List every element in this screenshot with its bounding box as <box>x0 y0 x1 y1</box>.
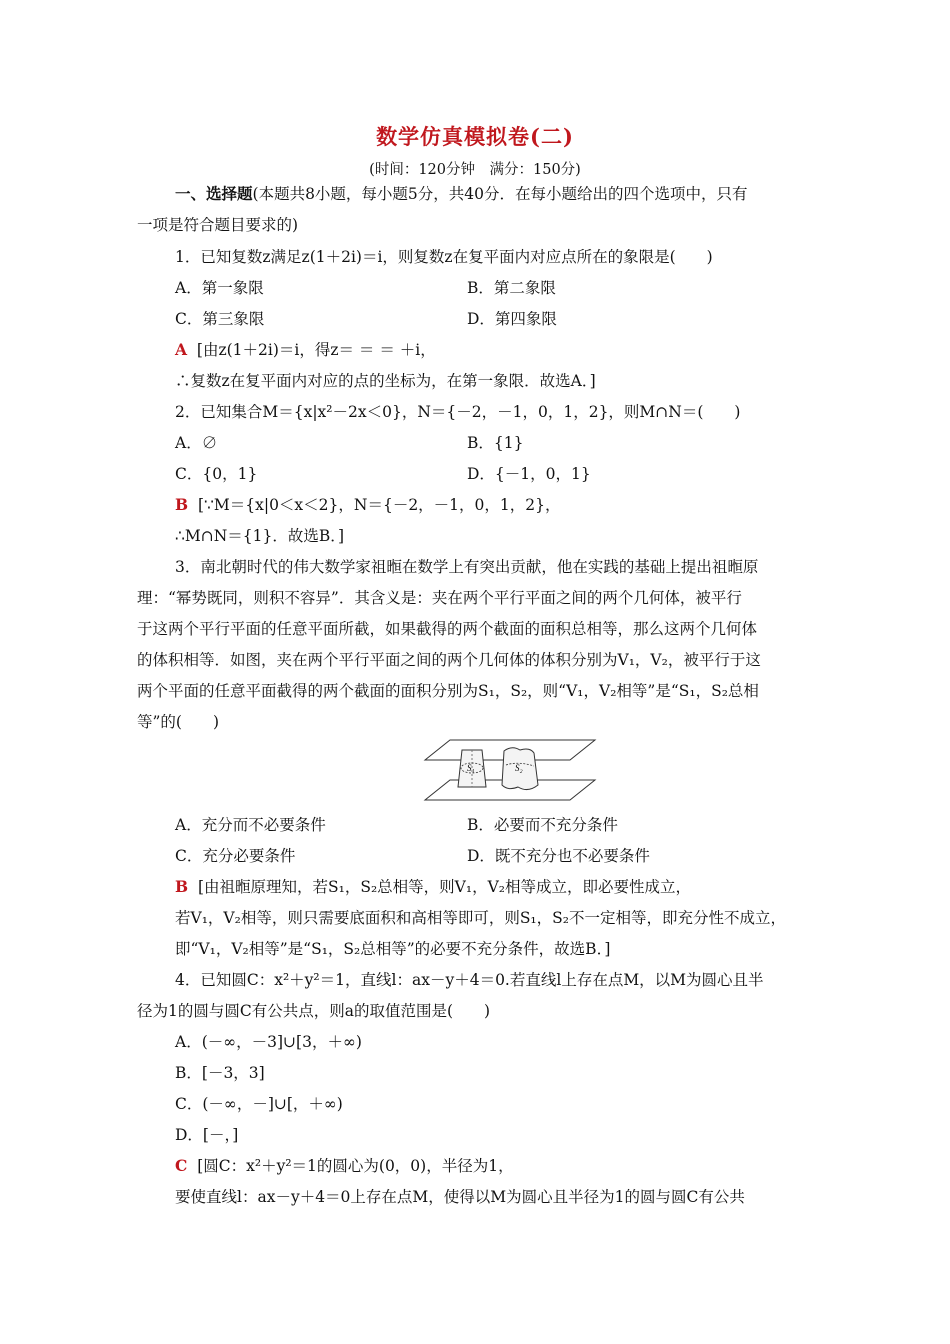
q3-stem-line-3: 于这两个平行平面的任意平面所截，如果截得的两个截面的面积总相等，那么这两个几何体 <box>137 620 758 638</box>
q3-answer-cont-1: 若V₁，V₂相等，则只需要底面积和高相等即可，则S₁，S₂不一定相等，即充分性不成立， <box>175 909 786 927</box>
q3-answer-cont-2: 即“V₁，V₂相等”是“S₁，S₂总相等”的必要不充分条件，故选B．] <box>175 940 611 958</box>
q3-stem-line-1: 3．南北朝时代的伟大数学家祖暅在数学上有突出贡献，他在实践的基础上提出祖暅原 <box>175 558 759 576</box>
section-description: (本题共8小题，每小题5分，共40分．在每小题给出的四个选项中，只有 <box>252 185 748 203</box>
q4-stem-line-1: 4．已知圆C：x²＋y²＝1，直线l：ax－y＋4＝0.若直线l上存在点M，以M为圆心且半 <box>175 971 764 989</box>
q3-answer-letter: B <box>175 877 189 896</box>
q1-stem: 1．已知复数z满足z(1＋2i)＝i，则复数z在复平面内对应点所在的象限是( ) <box>175 248 713 266</box>
q2-answer-cont: ∴M∩N＝{1}．故选B．] <box>175 527 345 545</box>
q3-stem-line-4: 的体积相等．如图，夹在两个平行平面之间的两个几何体的体积分别为V₁，V₂，被平行于这 <box>137 651 761 669</box>
q2-stem: 2．已知集合M＝{x|x²－2x＜0}，N＝{－2，－1，0，1，2}，则M∩N＝( ) <box>175 403 741 421</box>
q2-answer-text: [∵M＝{x|0＜x＜2}，N＝{－2，－1，0，1，2}， <box>197 496 561 514</box>
q1-answer-text: [由z(1＋2i)＝i，得z＝ ＝ ＝ ＋i， <box>196 341 436 359</box>
q1-answer-letter: A <box>175 340 188 359</box>
solid-1 <box>458 750 486 787</box>
q4-stem-line-2: 径为1的圆与圆C有公共点，则a的取值范围是( ) <box>137 1002 491 1020</box>
figure-label-s2: S₂ <box>515 763 523 773</box>
figure-label-s1: S₁ <box>467 763 475 773</box>
q1-option-a: A．第一象限 <box>175 279 264 297</box>
q3-answer <box>175 877 691 897</box>
q2-answer <box>175 495 561 515</box>
q2-option-c: C．{0，1} <box>175 465 258 483</box>
q3-option-d: D．既不充分也不必要条件 <box>467 847 650 865</box>
q3-answer-text: [由祖暅原理知，若S₁，S₂总相等，则V₁，V₂相等成立，即必要性成立， <box>197 878 691 896</box>
q4-answer-letter: C <box>175 1156 188 1175</box>
q3-stem-line-6: 等”的( ) <box>137 713 220 731</box>
q1-answer <box>175 340 436 360</box>
exam-info: (时间：120分钟 满分：150分) <box>369 162 581 178</box>
q4-option-b: B．[－3，3] <box>175 1064 265 1082</box>
q2-option-b: B．{1} <box>467 434 524 452</box>
q1-option-c: C．第三象限 <box>175 310 265 328</box>
solid-2 <box>502 748 538 790</box>
q1-option-d: D．第四象限 <box>467 310 557 328</box>
q4-option-c: C．(－∞，－]∪[，＋∞) <box>175 1095 343 1113</box>
q4-option-d: D．[－，] <box>175 1126 239 1144</box>
page-title: 数学仿真模拟卷(二) <box>376 124 574 149</box>
q2-option-a: A．∅ <box>175 434 218 452</box>
q1-answer-cont: ∴复数z在复平面内对应的点的坐标为，在第一象限．故选A．] <box>175 372 596 390</box>
q3-option-c: C．充分必要条件 <box>175 847 296 865</box>
q2-option-d: D．{－1，0，1} <box>467 465 591 483</box>
section-heading-line <box>175 184 748 204</box>
q3-stem-line-5: 两个平面的任意平面截得的两个截面的面积分别为S₁，S₂，则“V₁，V₂相等”是“S₁，S₂总相 <box>137 682 759 700</box>
q4-option-a: A．(－∞，－3]∪[3，＋∞) <box>175 1033 362 1051</box>
q2-answer-letter: B <box>175 495 189 514</box>
q4-answer-cont: 要使直线l：ax－y＋4＝0上存在点M，使得以M为圆心且半径为1的圆与圆C有公共 <box>175 1188 745 1206</box>
q4-answer-text: [圆C：x²＋y²＝1的圆心为(0，0)，半径为1， <box>197 1157 514 1175</box>
q3-option-a: A．充分而不必要条件 <box>175 816 326 834</box>
q1-option-b: B．第二象限 <box>467 279 556 297</box>
q3-option-b: B．必要而不充分条件 <box>467 816 618 834</box>
q4-answer <box>175 1156 514 1176</box>
section-heading: 一、选择题 <box>175 184 253 203</box>
section-description-cont: 一项是符合题目要求的) <box>137 216 299 234</box>
parallel-planes-figure <box>420 735 600 805</box>
q3-stem-line-2: 理：“幂势既同，则积不容异”．其含义是：夹在两个平行平面之间的两个几何体，被平行 <box>137 589 742 607</box>
